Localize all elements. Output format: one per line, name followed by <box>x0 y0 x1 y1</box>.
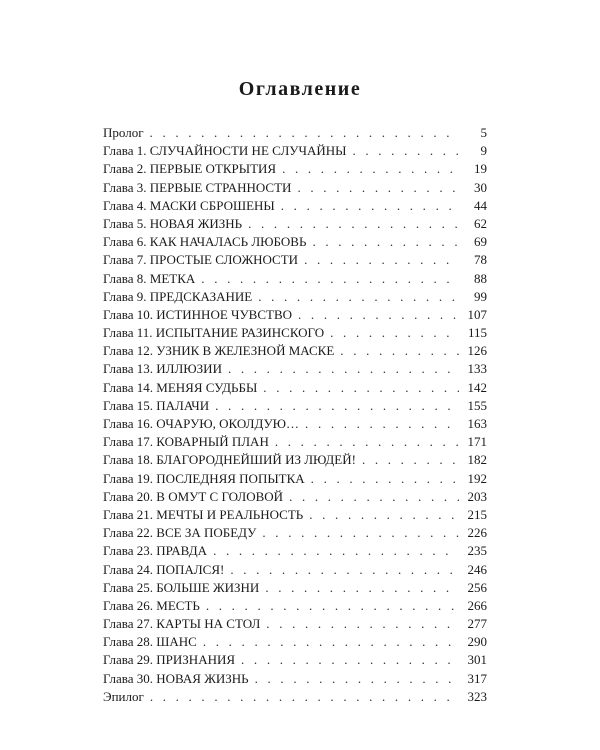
toc-entry-title: Глава 7. ПРОСТЫЕ СЛОЖНОСТИ <box>103 252 299 268</box>
dot-leader <box>150 688 459 706</box>
toc-entry-page-number: 5 <box>480 125 487 140</box>
toc-entry-title: Глава 6. КАК НАЧАЛАСЬ ЛЮБОВЬ <box>103 234 307 250</box>
toc-entry <box>103 451 487 469</box>
toc-entry-page-number: 155 <box>467 397 487 413</box>
dot-leader <box>203 633 459 651</box>
dot-leader <box>266 615 459 633</box>
dot-leader <box>330 324 459 342</box>
dot-leader <box>258 288 459 306</box>
toc-entry-title: Глава 19. ПОСЛЕДНЯЯ ПОПЫТКА <box>103 470 305 486</box>
dot-leader <box>304 251 459 269</box>
toc-entry-title: Глава 24. ПОПАЛСЯ! <box>103 561 225 577</box>
toc-entry-page-number: 115 <box>467 325 487 341</box>
toc-entry <box>103 142 487 160</box>
toc-entry-page-number: 323 <box>467 688 487 704</box>
toc-entry <box>103 615 487 633</box>
toc-entry <box>103 688 487 706</box>
dot-leader <box>213 542 459 560</box>
dot-leader <box>263 379 459 397</box>
table-of-contents <box>103 124 487 706</box>
toc-entry <box>103 270 487 288</box>
toc-entry-page-number: 30 <box>474 179 487 195</box>
dot-leader <box>150 124 459 142</box>
toc-entry <box>103 506 487 524</box>
dot-leader <box>201 270 459 288</box>
toc-entry-title: Глава 16. ОЧАРУЮ, ОКОЛДУЮ… <box>103 416 300 431</box>
toc-entry-title: Глава 20. В ОМУТ С ГОЛОВОЙ <box>103 488 284 504</box>
toc-entry <box>103 342 487 360</box>
toc-entry-page-number: 9 <box>480 143 487 159</box>
dot-leader <box>228 360 459 378</box>
toc-entry-page-number: 192 <box>467 470 487 486</box>
dot-leader <box>352 142 459 160</box>
dot-leader <box>230 561 459 579</box>
dot-leader <box>297 179 459 197</box>
toc-entry-page-number: 62 <box>474 215 487 231</box>
toc-entry-page-number: 163 <box>467 416 487 431</box>
toc-entry-page-number: 203 <box>467 488 487 504</box>
toc-entry <box>103 415 487 433</box>
toc-entry <box>103 197 487 215</box>
toc-entry-page-number: 317 <box>467 670 487 686</box>
toc-entry-title: Глава 10. ИСТИННОЕ ЧУВСТВО <box>103 306 293 322</box>
toc-entry-page-number: 182 <box>467 452 487 468</box>
toc-entry-title: Глава 13. ИЛЛЮЗИИ <box>103 361 222 377</box>
toc-entry-title: Глава 18. БЛАГОРОДНЕЙШИЙ ИЗ ЛЮДЕЙ! <box>103 452 356 468</box>
toc-entry-title: Глава 3. ПЕРВЫЕ СТРАННОСТИ <box>103 179 292 195</box>
toc-entry <box>103 397 487 415</box>
toc-entry-page-number: 290 <box>467 634 487 650</box>
toc-entry-page-number: 171 <box>467 434 487 450</box>
toc-entry <box>103 561 487 579</box>
dot-leader <box>255 670 459 688</box>
toc-entry-title: Эпилог <box>103 688 144 704</box>
toc-entry <box>103 306 487 324</box>
toc-entry-title: Глава 5. НОВАЯ ЖИЗНЬ <box>103 215 243 231</box>
dot-leader <box>289 488 459 506</box>
toc-entry-page-number: 133 <box>467 361 487 377</box>
toc-entry <box>103 215 487 233</box>
toc-entry <box>103 379 487 397</box>
toc-entry-page-number: 44 <box>474 197 487 213</box>
toc-entry-title: Глава 26. МЕСТЬ <box>103 597 200 613</box>
toc-entry <box>103 597 487 615</box>
toc-entry-page-number: 19 <box>474 161 487 177</box>
toc-entry <box>103 124 487 142</box>
dot-leader <box>309 506 459 524</box>
toc-entry-title: Глава 11. ИСПЫТАНИЕ РАЗИНСКОГО <box>103 325 325 341</box>
toc-entry-page-number: 301 <box>467 652 487 668</box>
dot-leader <box>215 397 459 415</box>
dot-leader <box>265 579 459 597</box>
dot-leader <box>298 306 459 324</box>
dot-leader <box>305 415 459 433</box>
toc-entry-title: Пролог <box>103 125 144 140</box>
toc-entry <box>103 633 487 651</box>
toc-entry-title: Глава 9. ПРЕДСКАЗАНИЕ <box>103 288 253 304</box>
dot-leader <box>206 597 459 615</box>
toc-entry-page-number: 126 <box>467 343 487 359</box>
toc-entry-title: Глава 14. МЕНЯЯ СУДЬБЫ <box>103 379 258 395</box>
dot-leader <box>241 651 459 669</box>
dot-leader <box>248 215 459 233</box>
toc-entry <box>103 233 487 251</box>
toc-entry <box>103 651 487 669</box>
toc-entry-title: Глава 8. МЕТКА <box>103 270 196 286</box>
toc-entry-title: Глава 15. ПАЛАЧИ <box>103 397 210 413</box>
toc-entry-page-number: 107 <box>467 306 487 322</box>
toc-entry <box>103 288 487 306</box>
toc-entry <box>103 179 487 197</box>
toc-entry-page-number: 277 <box>467 616 487 632</box>
toc-entry <box>103 360 487 378</box>
toc-entry <box>103 542 487 560</box>
toc-entry <box>103 488 487 506</box>
toc-entry-title: Глава 28. ШАНС <box>103 634 197 650</box>
toc-entry-title: Глава 2. ПЕРВЫЕ ОТКРЫТИЯ <box>103 161 277 177</box>
toc-entry-title: Глава 27. КАРТЫ НА СТОЛ <box>103 616 261 632</box>
toc-entry-page-number: 88 <box>474 270 487 286</box>
toc-entry-page-number: 226 <box>467 525 487 541</box>
toc-entry-page-number: 266 <box>467 597 487 613</box>
dot-leader <box>275 433 459 451</box>
toc-entry <box>103 433 487 451</box>
toc-entry <box>103 524 487 542</box>
toc-entry-title: Глава 25. БОЛЬШЕ ЖИЗНИ <box>103 579 260 595</box>
toc-entry-title: Глава 30. НОВАЯ ЖИЗНЬ <box>103 670 249 686</box>
toc-entry <box>103 160 487 178</box>
page-title: Оглавление <box>238 78 362 100</box>
toc-entry <box>103 324 487 342</box>
toc-entry-page-number: 69 <box>474 234 487 250</box>
dot-leader <box>281 197 459 215</box>
toc-entry-page-number: 142 <box>467 379 487 395</box>
dot-leader <box>362 451 459 469</box>
toc-entry-title: Глава 1. СЛУЧАЙНОСТИ НЕ СЛУЧАЙНЫ <box>103 143 347 159</box>
toc-entry-title: Глава 23. ПРАВДА <box>103 543 208 559</box>
toc-entry <box>103 670 487 688</box>
toc-entry-page-number: 246 <box>467 561 487 577</box>
toc-entry-page-number: 99 <box>474 288 487 304</box>
dot-leader <box>282 160 459 178</box>
dot-leader <box>311 470 459 488</box>
toc-entry <box>103 470 487 488</box>
toc-entry-title: Глава 12. УЗНИК В ЖЕЛЕЗНОЙ МАСКЕ <box>103 343 335 359</box>
toc-entry-title: Глава 21. МЕЧТЫ И РЕАЛЬНОСТЬ <box>103 506 304 522</box>
toc-entry <box>103 251 487 269</box>
toc-entry-title: Глава 29. ПРИЗНАНИЯ <box>103 652 236 668</box>
dot-leader <box>340 342 459 360</box>
toc-entry-page-number: 235 <box>467 543 487 559</box>
toc-entry-page-number: 256 <box>467 579 487 595</box>
dot-leader <box>262 524 459 542</box>
dot-leader <box>312 233 459 251</box>
toc-entry-title: Глава 22. ВСЕ ЗА ПОБЕДУ <box>103 525 257 541</box>
toc-entry <box>103 579 487 597</box>
toc-entry-title: Глава 4. МАСКИ СБРОШЕНЫ <box>103 197 275 213</box>
toc-entry-page-number: 215 <box>467 506 487 522</box>
toc-entry-page-number: 78 <box>474 252 487 268</box>
toc-entry-title: Глава 17. КОВАРНЫЙ ПЛАН <box>103 434 269 450</box>
